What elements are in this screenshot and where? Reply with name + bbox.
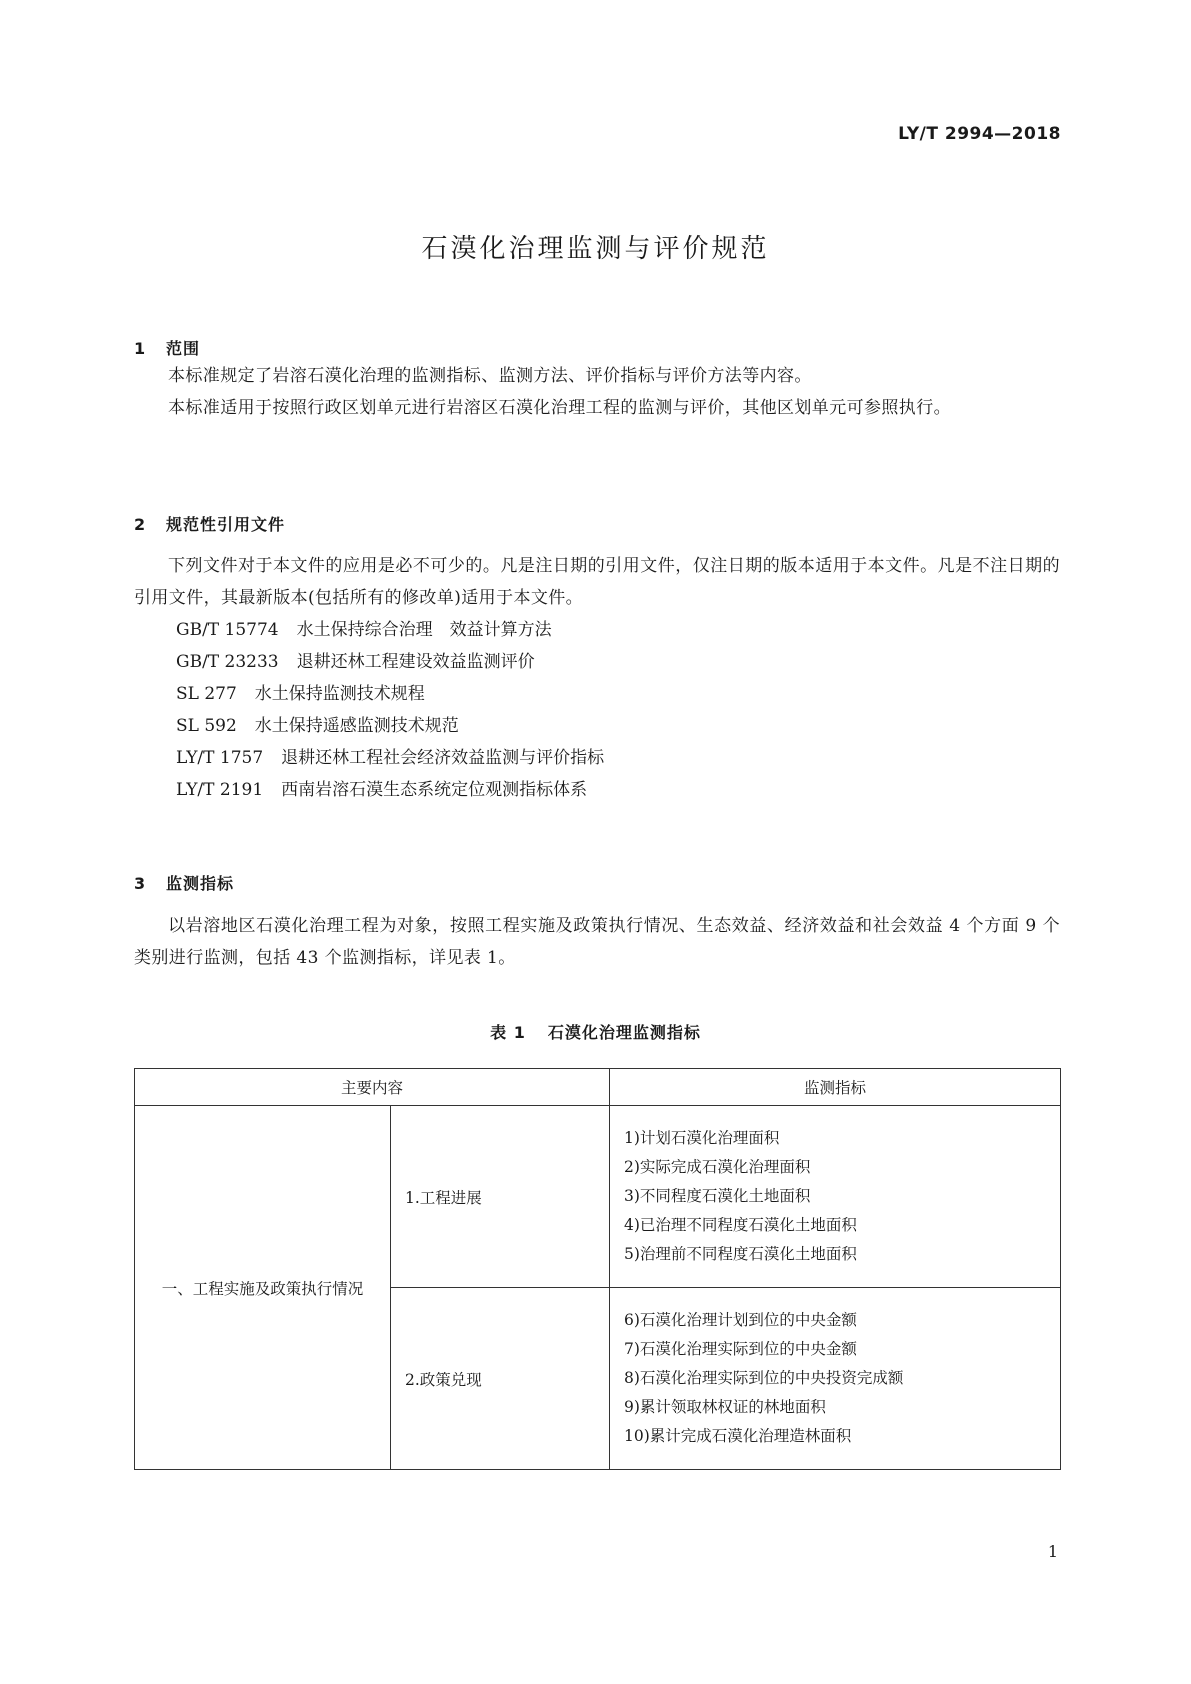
list-item: 2)实际完成石漠化治理面积 [624, 1158, 811, 1176]
section-title: 监测指标 [166, 874, 235, 893]
table-number: 表 1 [490, 1023, 526, 1042]
reference-title: 水土保持监测技术规程 [254, 684, 425, 704]
section-2-paragraph-1: 下列文件对于本文件的应用是必不可少的。凡是注日期的引用文件，仅注日期的版本适用于本文件。凡是不注日期的引用文件，其最新版本(包括所有的修改单)适用于本文件。 [134, 556, 1060, 608]
reference-item [176, 742, 604, 774]
indicators-cell [610, 1288, 1061, 1470]
reference-code: SL 277 [176, 684, 237, 704]
standard-code: LY/T 2994—2018 [898, 124, 1061, 144]
section-1-heading [134, 336, 200, 359]
indicator-list [624, 1306, 1060, 1451]
section-3-heading [134, 871, 234, 894]
section-number: 1 [134, 339, 147, 358]
reference-item [176, 614, 552, 646]
section-title: 范围 [166, 339, 201, 358]
list-item: 4)已治理不同程度石漠化土地面积 [624, 1216, 857, 1234]
reference-title: 退耕还林工程社会经济效益监测与评价指标 [281, 748, 605, 768]
reference-code: GB/T 15774 [176, 620, 279, 640]
list-item: 3)不同程度石漠化土地面积 [624, 1187, 811, 1205]
reference-item [176, 678, 425, 710]
table-row [135, 1106, 1061, 1288]
reference-item [176, 774, 587, 806]
reference-code: LY/T 1757 [176, 748, 264, 768]
reference-item [176, 710, 459, 742]
header-indicators: 监测指标 [610, 1069, 1061, 1106]
reference-item [176, 646, 535, 678]
reference-title: 水土保持遥感监测技术规范 [254, 716, 459, 736]
reference-code: LY/T 2191 [176, 780, 264, 800]
table-caption [0, 1020, 1191, 1043]
section-number: 3 [134, 874, 147, 893]
section-1-paragraph-1: 本标准规定了岩溶石漠化治理的监测指标、监测方法、评价指标与评价方法等内容。 [168, 366, 812, 386]
reference-title: 西南岩溶石漠生态系统定位观测指标体系 [281, 780, 588, 800]
indicator-list [624, 1124, 1060, 1269]
section-3-paragraph-1: 以岩溶地区石漠化治理工程为对象，按照工程实施及政策执行情况、生态效益、经济效益和社会效益 4 个方面 9 个类别进行监测，包括 43 个监测指标，详见表 1。 [134, 916, 1060, 968]
list-item: 6)石漠化治理计划到位的中央金额 [624, 1311, 857, 1329]
section-number: 2 [134, 515, 147, 534]
category-cell: 一、工程实施及政策执行情况 [135, 1106, 391, 1470]
reference-title: 退耕还林工程建设效益监测评价 [296, 652, 535, 672]
list-item: 7)石漠化治理实际到位的中央金额 [624, 1340, 857, 1358]
table-title: 石漠化治理监测指标 [547, 1023, 701, 1042]
header-main-content: 主要内容 [135, 1069, 610, 1106]
indicators-cell [610, 1106, 1061, 1288]
list-item: 9)累计领取林权证的林地面积 [624, 1398, 826, 1416]
subcategory-cell: 2.政策兑现 [391, 1288, 610, 1470]
page-number: 1 [1047, 1542, 1058, 1561]
list-item: 8)石漠化治理实际到位的中央投资完成额 [624, 1369, 904, 1387]
list-item: 10)累计完成石漠化治理造林面积 [624, 1427, 852, 1445]
list-item: 5)治理前不同程度石漠化土地面积 [624, 1245, 857, 1263]
table-header-row [135, 1069, 1061, 1106]
section-1-paragraph-2: 本标准适用于按照行政区划单元进行岩溶区石漠化治理工程的监测与评价，其他区划单元可参照执行。 [168, 398, 951, 418]
list-item: 1)计划石漠化治理面积 [624, 1129, 780, 1147]
monitoring-indicators-table [134, 1068, 1061, 1470]
reference-code: GB/T 23233 [176, 652, 279, 672]
document-title: 石漠化治理监测与评价规范 [421, 234, 770, 264]
subcategory-cell: 1.工程进展 [391, 1106, 610, 1288]
reference-title: 水土保持综合治理 效益计算方法 [296, 620, 552, 640]
section-title: 规范性引用文件 [166, 515, 286, 534]
section-2-heading [134, 512, 285, 535]
reference-code: SL 592 [176, 716, 237, 736]
